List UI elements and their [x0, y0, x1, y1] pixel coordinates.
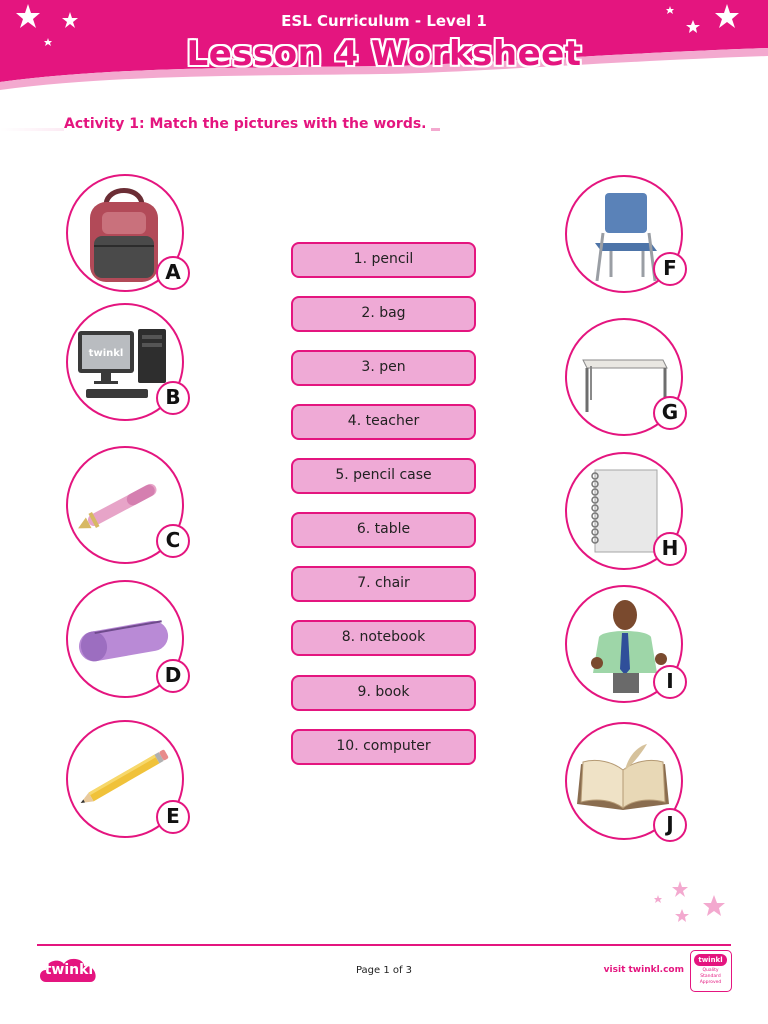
word-box-6: 6. table [291, 512, 476, 548]
picture-d [66, 580, 184, 698]
picture-letter: B [156, 381, 190, 415]
picture-letter: H [653, 532, 687, 566]
picture-i [565, 585, 683, 703]
picture-j [565, 722, 683, 840]
picture-letter: F [653, 252, 687, 286]
word-box-2: 2. bag [291, 296, 476, 332]
footer-divider [37, 944, 731, 946]
picture-h [565, 452, 683, 570]
visit-link[interactable]: visit twinkl.com [603, 965, 684, 975]
picture-letter: J [653, 808, 687, 842]
picture-letter: C [156, 524, 190, 558]
picture-f [565, 175, 683, 293]
picture-letter: E [156, 800, 190, 834]
badge-caption: Quality Standard Approved [699, 968, 722, 985]
quality-badge [690, 950, 732, 992]
word-box-8: 8. notebook [291, 620, 476, 656]
word-box-5: 5. pencil case [291, 458, 476, 494]
activity-title: Activity 1: Match the pictures with the words. [64, 116, 431, 132]
word-box-1: 1. pencil [291, 242, 476, 278]
picture-a [66, 174, 184, 292]
picture-c [66, 446, 184, 564]
word-box-9: 9. book [291, 675, 476, 711]
picture-b [66, 303, 184, 421]
word-box-10: 10. computer [291, 729, 476, 765]
word-box-3: 3. pen [291, 350, 476, 386]
badge-logo-text: twinkl [694, 954, 727, 966]
picture-letter: I [653, 665, 687, 699]
word-box-4: 4. teacher [291, 404, 476, 440]
logo-text: twinkl [44, 962, 94, 978]
picture-e [66, 720, 184, 838]
curriculum-subtitle: ESL Curriculum - Level 1 [281, 12, 487, 30]
decorative-stars [640, 875, 740, 935]
picture-letter: A [156, 256, 190, 290]
word-box-7: 7. chair [291, 566, 476, 602]
picture-letter: D [156, 659, 190, 693]
screen-logo-text: twinkl [88, 348, 124, 359]
picture-g [565, 318, 683, 436]
page-number: Page 1 of 3 [355, 965, 413, 976]
picture-letter: G [653, 396, 687, 430]
page-title: Lesson 4 Worksheet [186, 34, 582, 74]
